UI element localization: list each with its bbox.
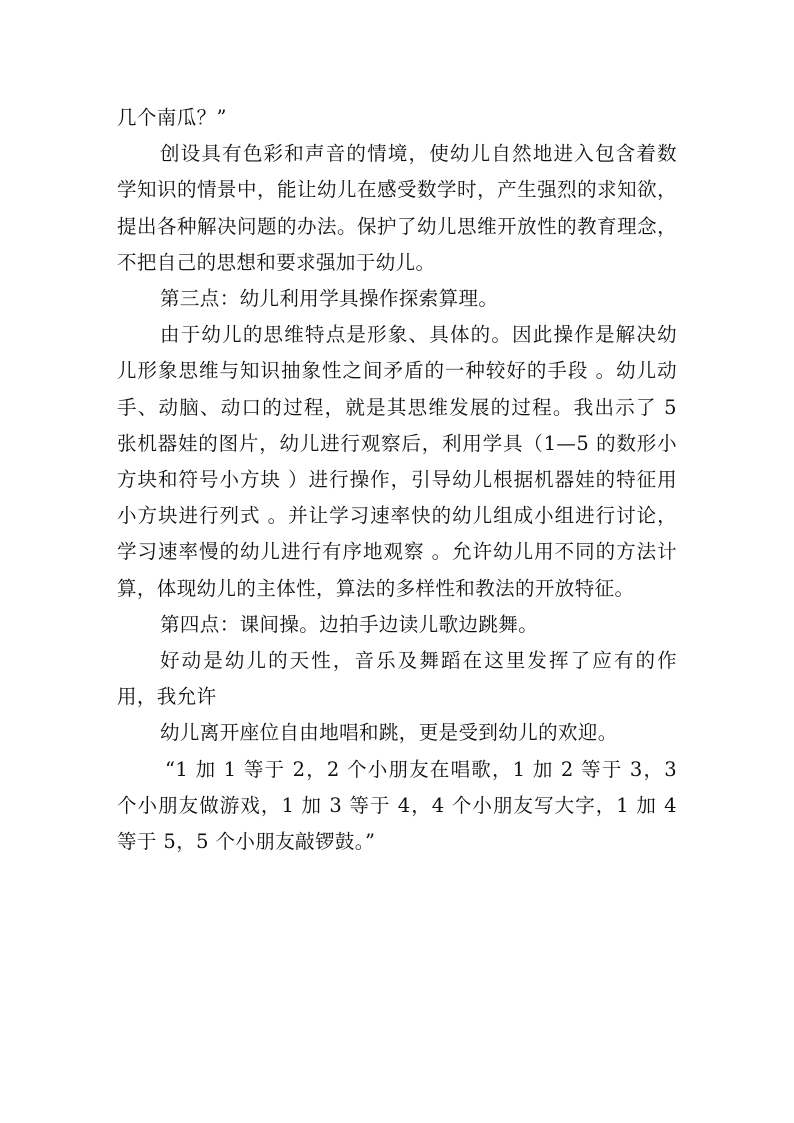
paragraph-operation-explanation: 由于幼儿的思维特点是形象、具体的。因此操作是解决幼儿形象思维与知识抽象性之间矛盾的一种较好的手段 。幼儿动手、动脑、动口的过程，就是其思维发展的过程。我出示了 5 张机器娃的图片，幼儿进行观察后，利用学具（1—5 的数形小方块和符号小方块 ）进行操作，引导幼儿根据机器娃的特征用小方块进行列式 。并让学习速率快的幼儿组成小组进行讨论，学习速率慢的幼儿进行有序地观察 。允许幼儿用不同的方法计算，体现幼儿的主体性，算法的多样性和教法的开放特征。 bbox=[117, 323, 677, 600]
paragraph-song-quote: “1 加 1 等于 2，2 个小朋友在唱歌，1 加 2 等于 3，3 个小朋友做游戏，1 加 3 等于 4，4 个小朋友写大字，1 加 4 等于 5，5 个小朋友敲锣鼓。” bbox=[117, 757, 677, 854]
paragraph-point-four-heading: 第四点：课间操。边拍手边读儿歌边跳舞。 bbox=[160, 612, 539, 636]
paragraph-continuation: 几个南瓜？” bbox=[117, 106, 227, 129]
paragraph-situation-design: 创设具有色彩和声音的情境，使幼儿自然地进入包含着数学知识的情景中，能让幼儿在感受数学时，产生强烈的求知欲，提出各种解决问题的办法。保护了幼儿思维开放性的教育理念，不把自己的思想和要求强加于幼儿。 bbox=[117, 142, 677, 274]
paragraph-free-movement: 幼儿离开座位自由地唱和跳，更是受到幼儿的欢迎。 bbox=[160, 721, 618, 745]
paragraph-active-nature: 好动是幼儿的天性，音乐及舞蹈在这里发挥了应有的作用，我允许 bbox=[117, 649, 677, 709]
document-body bbox=[117, 100, 677, 860]
paragraph-point-three-heading: 第三点：幼儿利用学具操作探索算理。 bbox=[160, 287, 499, 311]
